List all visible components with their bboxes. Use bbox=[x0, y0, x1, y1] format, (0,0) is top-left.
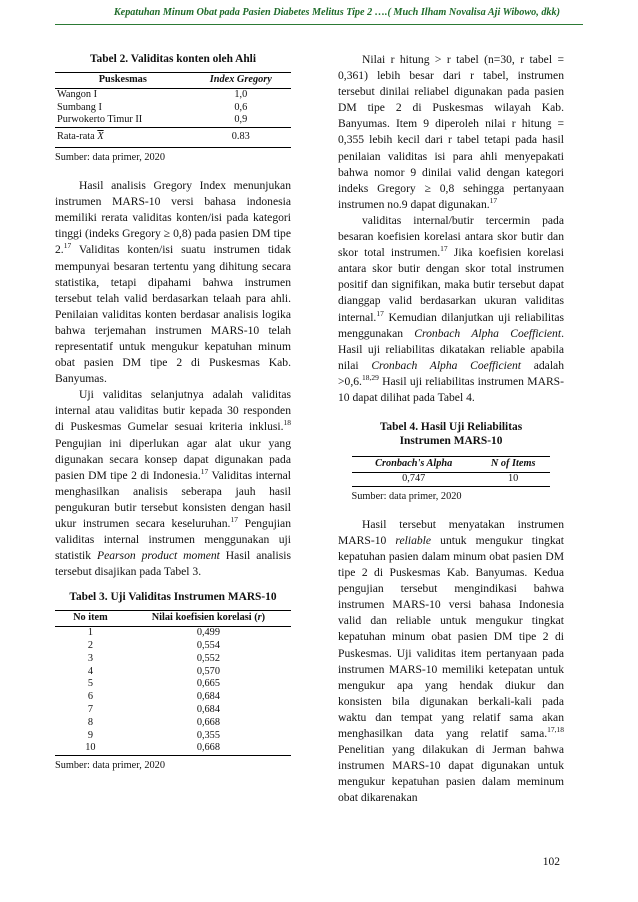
table3-caption: Tabel 3. Uji Validitas Instrumen MARS-10 bbox=[69, 591, 277, 604]
table2-cell-value: 0,6 bbox=[234, 101, 248, 113]
table4-header-alpha: Cronbach's Alpha bbox=[352, 457, 476, 473]
running-header: Kepatuhan Minum Obat pada Pasien Diabetes Melitus Tipe 2 ….( Much Ilham Novalisa Aji Wibowo, dkk) bbox=[113, 7, 560, 18]
table3-cell-item: 7 bbox=[87, 704, 93, 715]
right-paragraph-1: Nilai r hitung > r tabel (n=30, r tabel = 0,361) lebih besar dari r tabel, instrumen tersebut dinilai reliabel digunakan pada pasien DM tipe 2 di Puskesmas wilayah Kab. Banyumas. Item 9 diperoleh nilai r hitung = 0,355 lebih kecil dari r tabel tetapi pada hasil penilaian validitas isi para ahli menyepakati bahwa nomor 9 dinilai valid dengan kategori indeks Gregory ≥ 0,8 sehingga pertanyaan instrumen no.9 dapat digunakan.$^{17}$ bbox=[338, 53, 564, 211]
right-paragraph-3: Hasil tersebut menyatakan instrumen MARS-10 reliable untuk mengukur tingkat kepatuhan pasien dalam minum obat pasien DM tipe 2 di Puskesmas Kab. Banyumas. Kedua pengujian tersebut mengindikasi bahwa instrumen MARS-10 versi bahasa Indonesia valid dan reliable untuk mengukur tingkat kepatuhan minum obat pasien DM tipe 2 di Puskesmas. Uji validitas item pertanyaan pada instrumen MARS-10 memiliki ketepatan untuk mengukur apa yang hendak diukur dan konsisten bila digunakan berkali-kali pada waktu dan tempat yang relatif sama akan menghasilkan data yang relatif sama.$^{17,18}$ Penelitian yang dilakukan di Jerman bahwa instrumen MARS-10 dapat digunakan untuk mengukur kepatuhan pasien dalam meminum obat dikarenakan bbox=[338, 517, 564, 805]
table-row bbox=[55, 102, 291, 115]
table-row bbox=[55, 114, 291, 127]
table3-header-r: Nilai koefisien korelasi (r) bbox=[126, 611, 291, 627]
table-row bbox=[55, 730, 291, 743]
table3-cell-item: 2 bbox=[87, 640, 93, 652]
table3-cell-r: 0,665 bbox=[196, 678, 220, 690]
table-row bbox=[55, 691, 291, 704]
table3-cell-r: 0,684 bbox=[196, 691, 220, 703]
table2-header-gregory: Index Gregory bbox=[191, 73, 291, 89]
table2-cell-value: 1,0 bbox=[234, 88, 248, 100]
table-row bbox=[55, 742, 291, 755]
table3-cell-r: 0,668 bbox=[196, 716, 220, 728]
right-paragraph-2: validitas internal/butir tercermin pada besaran koefisien korelasi antara skor butir dan skor total instrumen.$^{17}$ Jika koefisien korelasi antara skor butir dengan skor total instrumen positif dan signifikan, maka butir tersebut dapat dianggap valid berdasarkan ukuran validitas internal.$^{17}$ Kemudian dilanjutkan uji reliabilitas menggunakan Cronbach Alpha Coefficient. Hasil uji reliabilitas dikatakan reliable apabila nilai Cronbach Alpha Coefficient adalah >0,6.$^{18,29}$ Hasil uji reliabilitas instrumen MARS-10 dapat dilihat pada Tabel 4. bbox=[338, 213, 564, 404]
table3-cell-item: 4 bbox=[87, 665, 93, 677]
table3-cell-r: 0,355 bbox=[196, 729, 220, 741]
table4-caption: Tabel 4. Hasil Uji Reliabilitas Instrumen MARS-10 bbox=[379, 421, 523, 448]
table2-avg-label: Rata-rata $\overline{X}$ bbox=[55, 128, 191, 148]
table-row bbox=[55, 666, 291, 679]
table2-cell-name: Purwokerto Timur II bbox=[55, 114, 191, 127]
table3-cell-r: 0,684 bbox=[196, 704, 220, 715]
table4-cell-alpha: 0,747 bbox=[352, 472, 476, 486]
table2-caption: Tabel 2. Validitas konten oleh Ahli bbox=[89, 53, 257, 65]
table3-cell-item: 3 bbox=[87, 652, 93, 664]
table3-cell-r: 0,570 bbox=[196, 665, 220, 677]
table-row bbox=[55, 678, 291, 691]
table2-cell-value: 0,9 bbox=[191, 114, 291, 127]
table3-source: Sumber: data primer, 2020 bbox=[55, 760, 165, 772]
right-column bbox=[338, 52, 564, 806]
table2-avg-value: 0.83 bbox=[191, 128, 291, 148]
table2-cell-name: Wangon I bbox=[57, 88, 98, 100]
table3-cell-item: 1 bbox=[87, 627, 93, 639]
left-paragraph-1: Hasil analisis Gregory Index menunjukan instrumen MARS-10 versi bahasa indonesia memiliki rerata validitas konten/isi pada kategori tinggi (indeks Gregory ≥ 0,8) pada pasien DM tipe 2.17 Validitas konten/isi suatu instrumen tidak mempunyai besaran tertentu yang dihitung secara statistika, tetapi dipahami bahwa instrumen tersebut telah valid berdasarkan telaah para ahli. Penilaian validitas konten berdasar analisis logika bahwa terjemahan instrumen MARS-10 telah representatif untuk mengukur kepatuhan minum obat pasien DM tipe 2 di Puskesmas Kab. Banyumas. bbox=[55, 179, 291, 386]
table3-cell-item: 5 bbox=[87, 678, 93, 690]
table3-cell-item: 6 bbox=[87, 691, 93, 703]
header-rule bbox=[55, 24, 583, 25]
table-row bbox=[55, 128, 291, 148]
table4 bbox=[352, 456, 551, 487]
table3-cell-item: 9 bbox=[87, 729, 93, 741]
table2-header-puskesmas: Puskesmas bbox=[55, 73, 191, 89]
table3-cell-item: 10 bbox=[55, 742, 126, 755]
table3-cell-item: 8 bbox=[87, 716, 93, 728]
table3-cell-r: 0,554 bbox=[196, 640, 220, 652]
table3-cell-r: 0,552 bbox=[196, 652, 220, 664]
xbar-symbol: $\overline{X}$ bbox=[97, 131, 104, 143]
table-row bbox=[55, 704, 291, 717]
table3-cell-r: 0,668 bbox=[126, 742, 291, 755]
table3-header-item: No item bbox=[55, 611, 126, 627]
table3 bbox=[55, 610, 291, 756]
left-paragraph-2: Uji validitas selanjutnya adalah validitas internal atau validitas butir kepada 30 responden di Puskesmas Gumelar sesuai kriteria inklusi.$^{18}$ Pengujian ini diperlukan agar alat ukur yang digunakan secara konsep dapat digunakan pada pasien DM tipe 2 di Indonesia.$^{17}$ Validitas internal menghasilkan analisis seberapa jauh hasil pengukuran butir tersebut konsisten dengan hasil ukur instrumen secara keseluruhan.$^{17}$ Pengujian validitas internal instrumen menggunakan uji statistik Pearson product moment Hasil analisis tersebut disajikan pada Tabel 3. bbox=[55, 388, 291, 579]
table2-source: Sumber: data primer, 2020 bbox=[55, 151, 165, 163]
table-row bbox=[55, 88, 291, 101]
table4-header-items: N of Items bbox=[476, 457, 551, 473]
table2-cell-name: Sumbang I bbox=[57, 101, 102, 113]
table4-cell-items: 10 bbox=[476, 472, 551, 486]
table-row bbox=[55, 653, 291, 666]
table-row bbox=[55, 640, 291, 653]
table4-source: Sumber: data primer, 2020 bbox=[351, 490, 462, 502]
table-row bbox=[55, 717, 291, 730]
page-number: 102 bbox=[542, 856, 560, 868]
table3-cell-r: 0,499 bbox=[196, 627, 220, 639]
table-row bbox=[352, 472, 551, 486]
table-row bbox=[55, 627, 291, 640]
table2 bbox=[55, 72, 291, 148]
left-column bbox=[55, 52, 291, 774]
